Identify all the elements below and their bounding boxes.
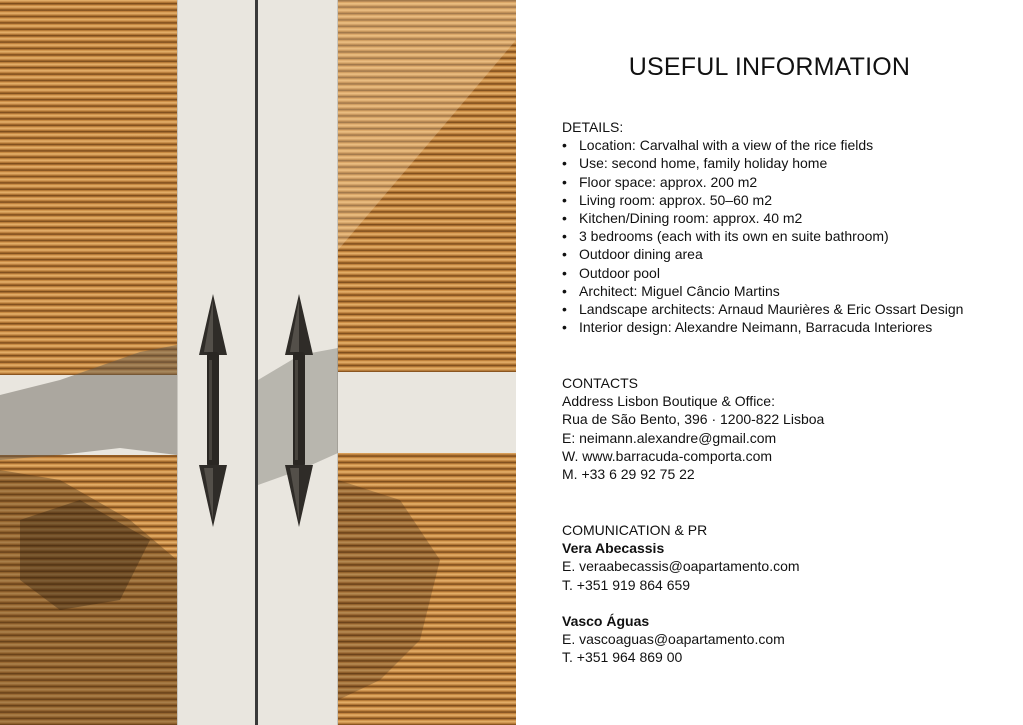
list-item: • Kitchen/Dining room: approx. 40 m2 [562,210,803,227]
list-item: • Interior design: Alexandre Neimann, Barracuda Interiores [562,319,933,336]
contact-email: E: neimann.alexandre@gmail.com [562,429,777,446]
contact-website: W. www.barracuda-comporta.com [562,447,773,464]
left-door-handle [199,294,227,527]
list-item: • Landscape architects: Arnaud Maurières & Eric Ossart Design [562,301,964,318]
details-list [562,136,1002,336]
contacts-section [562,374,1002,483]
pr-contact-email: E. veraabecassis@oapartamento.com [562,558,800,575]
pr-heading: COMUNICATION & PR [562,522,708,538]
list-item: • Architect: Miguel Câncio Martins [562,282,780,299]
list-item: • Floor space: approx. 200 m2 [562,173,758,190]
list-item: • Outdoor dining area [562,246,703,263]
spacer [562,594,1002,612]
list-item: • Location: Carvalhal with a view of the rice fields [562,137,874,154]
address-label: Address Lisbon Boutique & Office: [562,393,775,410]
list-item: • 3 bedrooms (each with its own en suite bathroom) [562,228,889,245]
pr-contact-name: Vera Abecassis [562,540,665,557]
details-section [562,118,1002,336]
details-heading: DETAILS: [562,119,624,135]
address: Rua de São Bento, 396 · 1200-822 Lisboa [562,411,825,428]
pr-contact-email: E. vascoaguas@oapartamento.com [562,631,785,648]
list-item: • Living room: approx. 50–60 m2 [562,191,772,208]
list-item: • Outdoor pool [562,264,660,281]
page-title: USEFUL INFORMATION [628,53,911,81]
list-item: • Use: second home, family holiday home [562,155,828,172]
contacts-heading: CONTACTS [562,375,638,391]
pr-section [562,521,1002,666]
pr-contact-phone: T. +351 964 869 00 [562,649,683,666]
contact-mobile: M. +33 6 29 92 75 22 [562,466,695,483]
pr-contact-name: Vasco Águas [562,612,650,629]
pr-contact-phone: T. +351 919 864 659 [562,576,691,593]
